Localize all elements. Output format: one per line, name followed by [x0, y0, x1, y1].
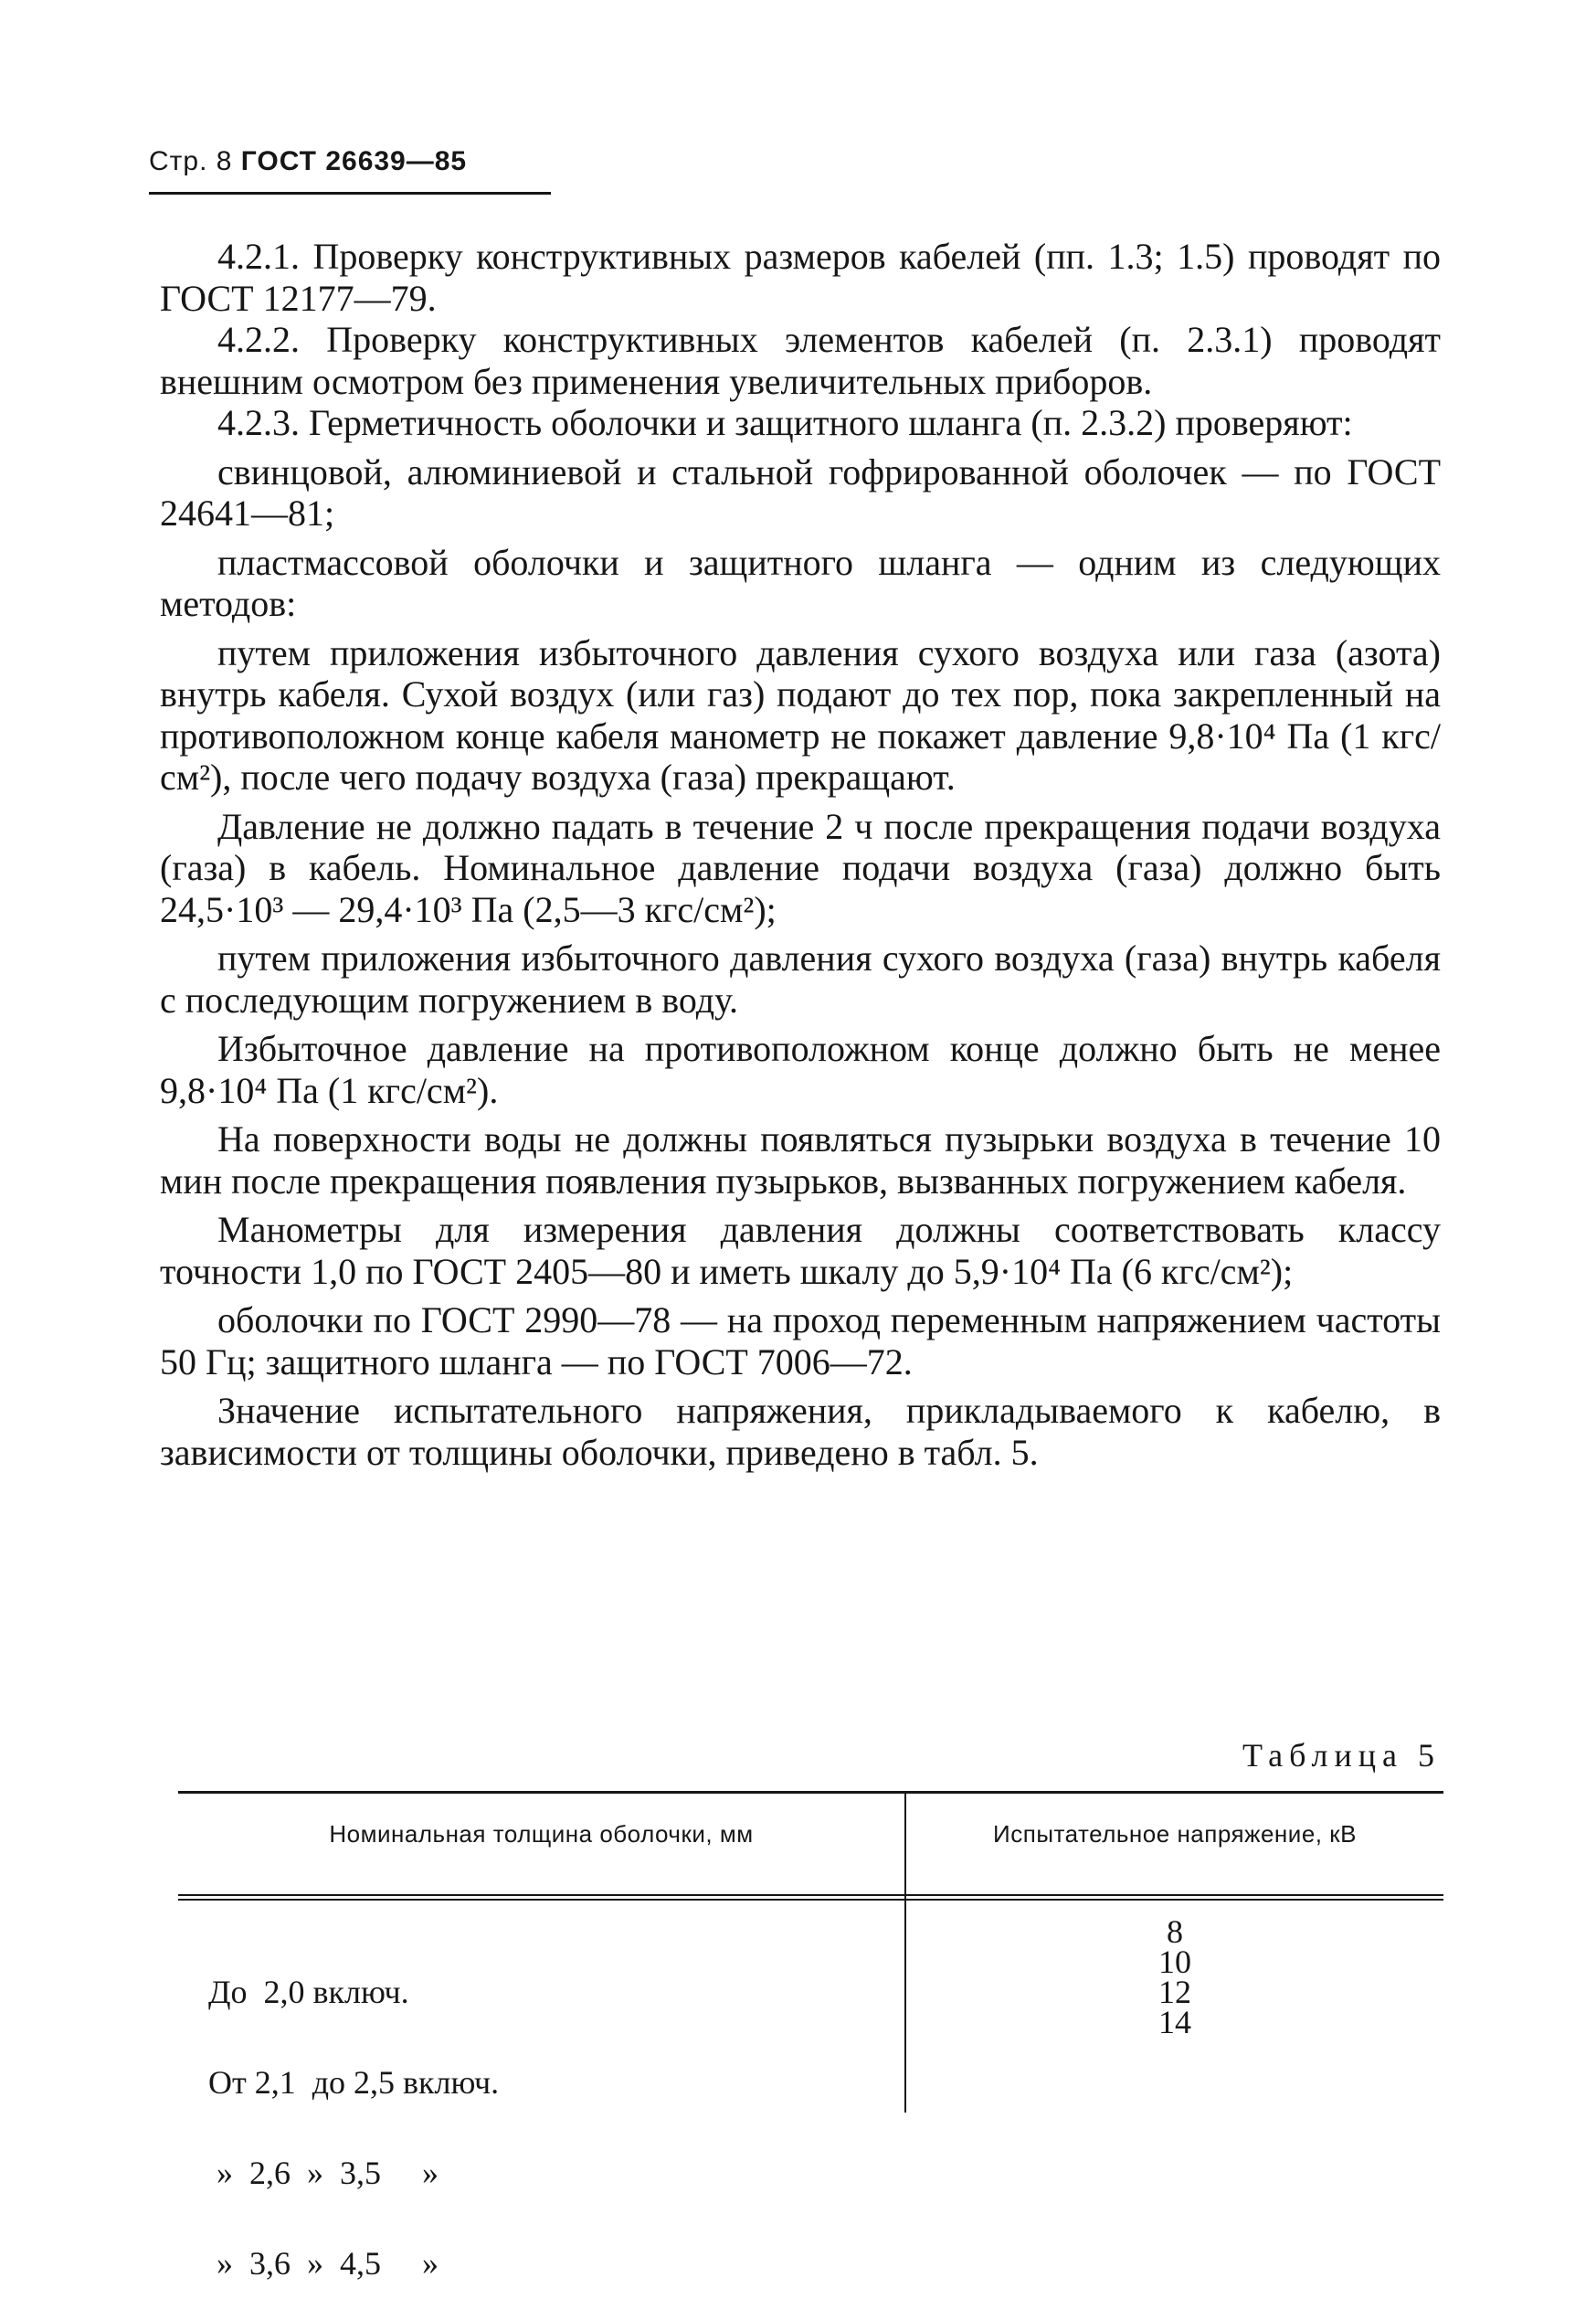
paragraph-metal-sheaths: свинцовой, алюминиевой и стальной гофрированной оболочек — по ГОСТ 24641—81; [160, 450, 1441, 534]
table-cell: 14 [1158, 2004, 1191, 2040]
page-number: Стр. 8 [149, 146, 233, 176]
paragraph-excess-pressure: Избыточное давление на противоположном конце должно быть не менее 9,8·10⁴ Па (1 кгс/см²). [160, 1028, 1441, 1111]
header-rule [149, 192, 551, 195]
standard-number: ГОСТ 26639—85 [240, 146, 468, 176]
table-cell: До 2,0 включ. [208, 1974, 409, 2010]
paragraph-4-2-1: 4.2.1. Проверку конструктивных размеров кабелей (пп. 1.3; 1.5) проводят по ГОСТ 12177—79. [160, 236, 1441, 319]
table-header-thickness: Номинальная толщина оболочки, мм [329, 1820, 754, 1848]
paragraph-method-pressure: путем приложения избыточного давления сухого воздуха или газа (азота) внутрь кабеля. Сухой воздух (или газ) подают до тех пор, пока закрепленный на противоположном конце кабеля манометр не покажет давление 9,8·10⁴ Па (1 кгс/см²), после чего подачу воздуха (газа) прекращают. [160, 631, 1441, 798]
table-column-thickness [208, 1917, 499, 2309]
table-cell: 8 [1167, 1913, 1183, 1950]
table-caption: Таблица 5 [1242, 1737, 1441, 1774]
paragraph-manometers: Манометры для измерения давления должны соответствовать классу точности 1,0 по ГОСТ 2405—80 и иметь шкалу до 5,9·10⁴ Па (6 кгс/см²); [160, 1209, 1441, 1292]
table-cell: » 3,6 » 4,5 » [208, 2245, 439, 2282]
table-cell: 10 [1158, 1944, 1191, 1980]
paragraph-4-2-2: 4.2.2. Проверку конструктивных элементов кабелей (п. 2.3.1) проводят внешним осмотром без применения увеличительных приборов. [160, 319, 1441, 402]
page-header [149, 146, 467, 177]
paragraph-bubbles: На поверхности воды не должны появляться пузырьки воздуха в течение 10 мин после прекращения появления пузырьков, вызванных погружением кабеля. [160, 1118, 1441, 1202]
table-top-rule [178, 1791, 1443, 1794]
body-text [160, 236, 1441, 1473]
paragraph-method-water: путем приложения избыточного давления сухого воздуха (газа) внутрь кабеля с последующим погружением в воду. [160, 937, 1441, 1021]
table-cell: 12 [1158, 1974, 1191, 2010]
paragraph-plastic-sheath: пластмассовой оболочки и защитного шланга — одним из следующих методов: [160, 541, 1441, 624]
table-header-rule [178, 1894, 1443, 1901]
table-cell: » 2,6 » 3,5 » [208, 2155, 439, 2191]
table-cell: От 2,1 до 2,5 включ. [208, 2064, 500, 2101]
paragraph-pressure-drop: Давление не должно падать в течение 2 ч после прекращения подачи воздуха (газа) в кабель. Номинальное давление подачи воздуха (газа) должно быть 24,5·10³ — 29,4·10³ Па (2,5—3 кгс/см²); [160, 805, 1441, 930]
table-header-voltage: Испытательное напряжение, кВ [993, 1820, 1357, 1848]
paragraph-4-2-3: 4.2.3. Герметичность оболочки и защитного шланга (п. 2.3.2) проверяют: [217, 402, 1353, 443]
paragraph-voltage-test: оболочки по ГОСТ 2990—78 — на проход переменным напряжением частоты 50 Гц; защитного шланга — по ГОСТ 7006—72. [160, 1299, 1441, 1382]
table-column-voltage [906, 1913, 1443, 2040]
paragraph-table-ref: Значение испытательного напряжения, прикладываемого к кабелю, в зависимости от толщины оболочки, приведено в табл. 5. [160, 1390, 1441, 1473]
